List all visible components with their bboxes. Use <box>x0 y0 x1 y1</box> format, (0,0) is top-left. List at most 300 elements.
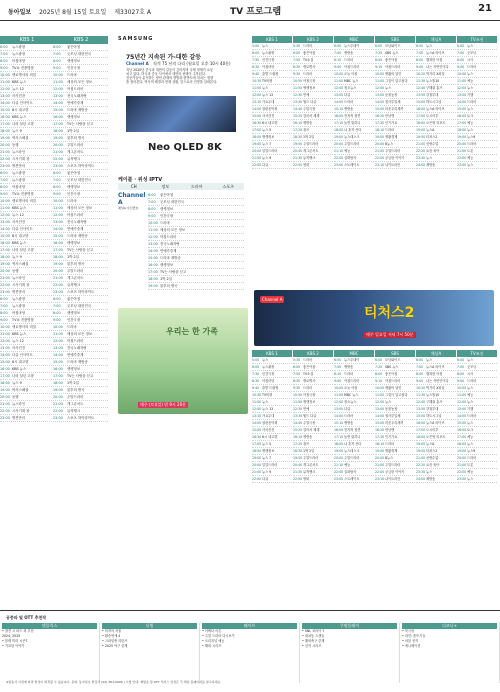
time: 9:00 <box>416 379 424 383</box>
time: 18:00 <box>457 442 467 446</box>
tab-info[interactable]: 정보 <box>161 184 170 189</box>
product-name: Neo QLED 8K <box>148 142 222 153</box>
program: 퀴즈 <box>303 128 310 132</box>
program: 드라마 <box>467 142 477 146</box>
schedule-row <box>0 93 108 100</box>
time: 16:00 <box>457 114 467 118</box>
schedule-row <box>375 364 415 371</box>
schedule-row <box>375 385 415 392</box>
schedule-row <box>334 106 374 113</box>
ott-cell <box>300 623 400 683</box>
program: 연예가중계 <box>67 353 84 357</box>
schedule-row <box>148 262 244 269</box>
panel-tabs <box>118 183 244 190</box>
program: 아침마당 <box>12 59 26 63</box>
schedule-row <box>252 78 292 85</box>
time: 15:00 <box>148 256 158 260</box>
program: 드라마 <box>467 100 477 104</box>
time: 17:00 <box>53 122 63 126</box>
schedule-row <box>293 92 333 99</box>
program: 다큐 <box>262 163 269 167</box>
program: 생생정보 <box>160 263 174 267</box>
channel-column <box>375 36 415 169</box>
program: 전지적 참견 <box>344 428 361 432</box>
program: 오은영 리포트 <box>426 121 446 125</box>
time: 14:00 <box>53 353 63 357</box>
time: 11:00 <box>0 206 10 210</box>
program: 세상의 모든 정보 <box>67 206 93 210</box>
time: 21:30 <box>293 156 303 160</box>
schedule-row <box>457 85 497 92</box>
time: 22:20 <box>416 149 426 153</box>
schedule-row <box>0 121 108 128</box>
time: 22:00 <box>375 470 385 474</box>
schedule-row <box>334 141 374 148</box>
schedule-row <box>0 254 108 261</box>
program: 열린음악회 <box>262 107 278 111</box>
time: 11:00 <box>53 332 63 336</box>
schedule-row <box>416 141 456 148</box>
channel-header: KBS 2 <box>293 350 333 357</box>
schedule-row <box>416 462 456 469</box>
schedule-row <box>457 434 497 441</box>
schedule-row <box>416 364 456 371</box>
schedule-row <box>0 226 108 233</box>
time: 13:30 <box>293 414 303 418</box>
poster2-channel-logo: Channel A <box>262 297 283 302</box>
time: 19:00 <box>252 456 262 460</box>
schedule-row <box>416 106 456 113</box>
schedule-row <box>293 455 333 462</box>
program: 뉴스 9 <box>12 129 22 133</box>
schedule-row <box>148 199 244 206</box>
schedule-row <box>457 113 497 120</box>
time: 8:00 <box>375 58 383 62</box>
schedule-row <box>252 455 292 462</box>
program: 출발 드림팀 <box>262 386 279 390</box>
schedule-row <box>252 162 292 169</box>
time: 13:00 <box>53 94 63 98</box>
time: 8:00 <box>53 59 61 63</box>
program: TV소설 <box>303 372 314 376</box>
schedule-row <box>293 155 333 162</box>
program: 인기가요 <box>385 435 398 439</box>
time: 10:00 <box>334 72 344 76</box>
schedule-row <box>0 219 108 226</box>
schedule-row <box>457 50 497 57</box>
program: 생생정보 <box>262 135 275 139</box>
time: 19:00 <box>457 449 467 453</box>
schedule-row <box>0 240 108 247</box>
time: 20:00 <box>375 456 385 460</box>
schedule-row <box>0 163 108 170</box>
schedule-row <box>375 476 415 483</box>
schedule-row <box>293 162 333 169</box>
program: 좋은아침 <box>67 45 81 49</box>
program: 드라마 재방송 <box>67 108 88 112</box>
time: 15:20 <box>293 114 303 118</box>
channel-header: MBC <box>334 350 374 357</box>
time: 9:00 <box>457 379 465 383</box>
program: 아침마당 <box>262 65 275 69</box>
program: 궁금한 이야기 <box>385 470 405 474</box>
time: 13:00 <box>375 93 385 97</box>
schedule-row <box>416 71 456 78</box>
schedule-row <box>293 43 333 50</box>
schedule-row <box>416 155 456 162</box>
program: 드라마 <box>303 358 313 362</box>
time: 22:00 <box>53 157 63 161</box>
program: 1박 2일 <box>67 381 79 385</box>
program: 역사스페셜 <box>12 262 29 266</box>
schedule-row <box>416 357 456 364</box>
time: 20:00 <box>53 395 63 399</box>
time: 7:00 <box>334 365 342 369</box>
schedule-row <box>293 399 333 406</box>
time: 11:00 <box>375 79 385 83</box>
channel-column <box>293 350 333 483</box>
schedule-row <box>252 134 292 141</box>
program: 나이트라인 <box>385 477 401 481</box>
time: 8:00 <box>457 372 465 376</box>
time: 23:00 <box>0 290 10 294</box>
time: 11:00 <box>0 80 10 84</box>
program: 역사스페셜 <box>12 136 29 140</box>
schedule-row <box>0 380 108 387</box>
program: 주말드라마 <box>303 142 319 146</box>
time: 18:00 <box>53 381 63 385</box>
program: 아침마당 <box>262 379 275 383</box>
program: 주말드라마 <box>67 269 84 273</box>
schedule-row <box>252 99 292 106</box>
time: 8:00 <box>416 58 424 62</box>
program: 드라마 <box>303 386 313 390</box>
program: 뮤직뱅크 <box>67 157 81 161</box>
time: 14:00 <box>252 421 262 425</box>
program: 정오뉴스 <box>344 86 357 90</box>
program: 동물농장 <box>385 407 398 411</box>
ad-channel <box>126 61 231 67</box>
program: 토크 <box>467 114 474 118</box>
time: 8:30 <box>252 379 260 383</box>
program: 뉴스 12 <box>12 213 24 217</box>
schedule-row <box>0 142 108 149</box>
time: 21:00 <box>457 463 467 467</box>
program: 기행 <box>467 407 474 411</box>
program: 뉴스 <box>467 358 474 362</box>
channel-head-2: KBS 2 <box>73 37 89 43</box>
time: 15:00 <box>0 108 10 112</box>
program: 전국노래자랑 <box>160 242 180 246</box>
program: 개그콘서트 <box>303 463 319 467</box>
time: 7:00 <box>0 178 8 182</box>
schedule-row <box>293 427 333 434</box>
schedule-row <box>252 448 292 455</box>
program: 구해줘 홈즈 <box>426 86 443 90</box>
tab-ch[interactable]: CH <box>130 184 137 189</box>
time: 20:00 <box>334 456 344 460</box>
time: 14:00 <box>0 227 10 231</box>
program: 재방송 <box>426 477 436 481</box>
time: 18:00 <box>416 121 426 125</box>
schedule-row <box>0 65 108 72</box>
program: 월드 다큐 <box>303 414 317 418</box>
schedule-row <box>457 413 497 420</box>
schedule-row <box>416 120 456 127</box>
schedule-row <box>252 71 292 78</box>
program: 생생정보 <box>303 400 316 404</box>
schedule-row <box>416 113 456 120</box>
time: 12:30 <box>293 93 303 97</box>
ott-service-name: 쿠팡플레이 <box>302 623 397 629</box>
schedule-row <box>416 78 456 85</box>
schedule-row <box>293 406 333 413</box>
ott-item: • 환승연애 4 <box>102 634 121 638</box>
program: 정오뉴스 <box>344 400 357 404</box>
channel-header: TV조선 <box>457 36 497 43</box>
time: 18:00 <box>416 435 426 439</box>
program: 뉴스광장 <box>12 178 26 182</box>
schedule-row <box>375 420 415 427</box>
schedule-row <box>293 462 333 469</box>
time: 6:00 <box>0 45 8 49</box>
program: 실화탐사 <box>344 470 357 474</box>
program: 동행 <box>12 269 19 273</box>
program: KBS 뉴스 <box>12 241 27 245</box>
time: 7:00 <box>416 365 424 369</box>
schedule-row <box>252 64 292 71</box>
tab-sports[interactable]: 스포츠 <box>222 184 235 189</box>
schedule-row <box>334 43 374 50</box>
schedule-row <box>334 469 374 476</box>
schedule-row <box>375 469 415 476</box>
time: 18:00 <box>148 277 158 281</box>
schedule-row <box>457 448 497 455</box>
schedule-row <box>0 86 108 93</box>
time: 13:00 <box>334 93 344 97</box>
time: 20:00 <box>334 142 344 146</box>
time: 21:00 <box>416 456 426 460</box>
schedule-row <box>334 71 374 78</box>
program: 좋은아침 <box>160 193 174 197</box>
schedule-row <box>334 385 374 392</box>
program: 뉴스라인 <box>12 276 26 280</box>
schedule-row <box>252 141 292 148</box>
time: 10:00 <box>0 325 10 329</box>
time: 16:00 <box>416 107 426 111</box>
program: 좋은아침 <box>303 365 316 369</box>
time: 6:00 <box>0 297 8 301</box>
ott-item: • 애니메이션 <box>402 644 421 648</box>
time: 9:00 <box>334 379 342 383</box>
ad-line: 지난 2020년 중국과 대만의 갈등이 깊어지며 국제 정세가 요동 <box>126 68 214 72</box>
time: 17:00 <box>416 114 426 118</box>
schedule-row <box>375 371 415 378</box>
tab-drama[interactable]: 드라마 <box>190 184 203 189</box>
channel-column <box>334 36 374 169</box>
program: 6시 내고향 <box>12 108 29 112</box>
time: 10:30 <box>252 393 262 397</box>
time: 18:30 <box>293 135 303 139</box>
program: 뉴스9 <box>467 449 476 453</box>
program: 굿모닝 대한민국 <box>160 200 185 204</box>
time: 11:00 <box>375 393 385 397</box>
time: 19:00 <box>53 136 63 140</box>
schedule-row <box>416 85 456 92</box>
program: TV비평 <box>262 393 273 397</box>
schedule-row <box>334 113 374 120</box>
program: 6시 내고향 <box>262 121 278 125</box>
time: 6:00 <box>334 44 342 48</box>
program: 하트시그널 <box>426 414 442 418</box>
issue-number: 제33027호 A <box>114 9 151 16</box>
program: 런닝맨 <box>385 428 395 432</box>
schedule-row <box>334 57 374 64</box>
time: 18:00 <box>252 449 262 453</box>
schedule-row <box>375 127 415 134</box>
time: 16:00 <box>53 241 63 245</box>
schedule-row <box>416 399 456 406</box>
ott-item: • SNL 코리아 7 <box>302 629 325 633</box>
program: 생로병사 <box>303 379 316 383</box>
program: 인간극장 <box>262 372 275 376</box>
schedule-row <box>457 78 497 85</box>
program: 뉴스9 <box>467 135 476 139</box>
schedule-row <box>0 261 108 268</box>
time: 17:00 <box>53 248 63 252</box>
schedule-row <box>293 434 333 441</box>
schedule-row <box>252 413 292 420</box>
time: 13:00 <box>457 93 467 97</box>
program: 시사기획 창 <box>12 157 30 161</box>
paper-name: 동아일보 <box>8 9 32 16</box>
time: 17:00 <box>252 442 262 446</box>
time: 7:00 <box>148 200 156 204</box>
ott-service-name: 넷플릭스 <box>2 623 97 629</box>
time: 6:00 <box>375 358 383 362</box>
program: 예능 <box>467 393 474 397</box>
channel-a-rows <box>148 192 244 290</box>
time: 13:00 <box>0 220 10 224</box>
drama-poster-2 <box>254 290 494 346</box>
schedule-row <box>0 58 108 65</box>
schedule-row <box>0 352 108 359</box>
poster2-title: 티처스2 <box>364 305 415 321</box>
time: 15:00 <box>252 114 262 118</box>
time: 10:00 <box>334 386 344 390</box>
schedule-row <box>293 64 333 71</box>
program: 퀴즈 <box>303 442 310 446</box>
time: 23:00 <box>457 163 467 167</box>
schedule-row <box>375 43 415 50</box>
schedule-row <box>457 155 497 162</box>
schedule-row <box>252 148 292 155</box>
ott-item: • 참견 시 파드 외 추천 <box>2 629 34 633</box>
channel-header: SBS <box>375 36 415 43</box>
time: 9:00 <box>53 318 61 322</box>
drama-poster-1 <box>118 308 248 414</box>
time: 17:10 <box>334 121 344 125</box>
program: 드라마 <box>303 72 313 76</box>
program: 뉴스 <box>262 86 269 90</box>
channel-column <box>293 36 333 169</box>
samsung-ad <box>118 36 244 176</box>
schedule-row <box>457 385 497 392</box>
schedule-row <box>416 448 456 455</box>
schedule-row <box>252 434 292 441</box>
time: 15:00 <box>457 421 467 425</box>
program: 뉴스광장 <box>12 171 26 175</box>
channel-column <box>416 36 456 169</box>
program: 명견만리 <box>12 164 26 168</box>
schedule-row <box>293 85 333 92</box>
time: 9:30 <box>293 72 301 76</box>
ott-service-name: 디즈니+ <box>402 623 497 629</box>
schedule-row <box>457 92 497 99</box>
time: 7:20 <box>375 365 383 369</box>
time: 13:30 <box>293 100 303 104</box>
program: 드라마 <box>67 73 77 77</box>
schedule-row <box>457 162 497 169</box>
ott-item: • 해외축구 중계 <box>302 639 325 643</box>
time: 6:00 <box>53 297 61 301</box>
program: 예능 <box>467 79 474 83</box>
program: 뉴스A 라이브 <box>426 421 445 425</box>
program: 뉴스투데이 <box>344 358 360 362</box>
program: 세상의 모든 정보 <box>67 80 93 84</box>
schedule-row <box>334 406 374 413</box>
time: 8:00 <box>457 58 465 62</box>
time: 11:00 <box>148 228 158 232</box>
channel-column <box>416 350 456 483</box>
schedule-row <box>293 99 333 106</box>
time: 13:50 <box>416 93 426 97</box>
program: 뉴스 <box>426 358 433 362</box>
program: 인간극장 <box>160 214 174 218</box>
time: 11:50 <box>293 86 303 90</box>
program: 나는 자연인이다 <box>426 65 449 69</box>
program: 걸어서 세계 <box>303 428 320 432</box>
program: 나의 살던 고향 <box>12 248 34 252</box>
program: 예능 <box>344 463 351 467</box>
program: 뉴스라인 <box>12 402 26 406</box>
schedule-row <box>416 134 456 141</box>
schedule-row <box>0 331 108 338</box>
schedule-row <box>457 71 497 78</box>
program: 생활경제 <box>385 449 398 453</box>
program: 강철부대 <box>426 93 439 97</box>
time: 21:00 <box>0 276 10 280</box>
time: 23:00 <box>457 477 467 481</box>
footer-note: ※방송사 사정에 따라 편성이 변경될 수 있습니다. 문의: 동아일보 편집국 (02) 361-0000 | 시청 안내: 재방송 및 OTT 서비스 일정은 각 채널 홈페이지를 참고하세요. <box>6 680 222 684</box>
program: 다큐 <box>262 477 269 481</box>
program: 생생정보 <box>67 241 81 245</box>
masthead <box>0 0 500 21</box>
program: 뉴스 <box>467 386 474 390</box>
program: 뉴스A 라이브 <box>426 107 445 111</box>
time: 11:00 <box>53 206 63 210</box>
schedule-row <box>457 357 497 364</box>
schedule-row <box>416 50 456 57</box>
time: 18:00 <box>334 442 344 446</box>
program: 1박 2일 <box>303 449 315 453</box>
time: 17:10 <box>334 435 344 439</box>
program: 1박 2일 <box>67 129 79 133</box>
program: SBS 뉴스 <box>385 51 399 55</box>
time: 12:00 <box>457 86 467 90</box>
time: 12:00 <box>53 339 63 343</box>
schedule-row <box>0 177 108 184</box>
